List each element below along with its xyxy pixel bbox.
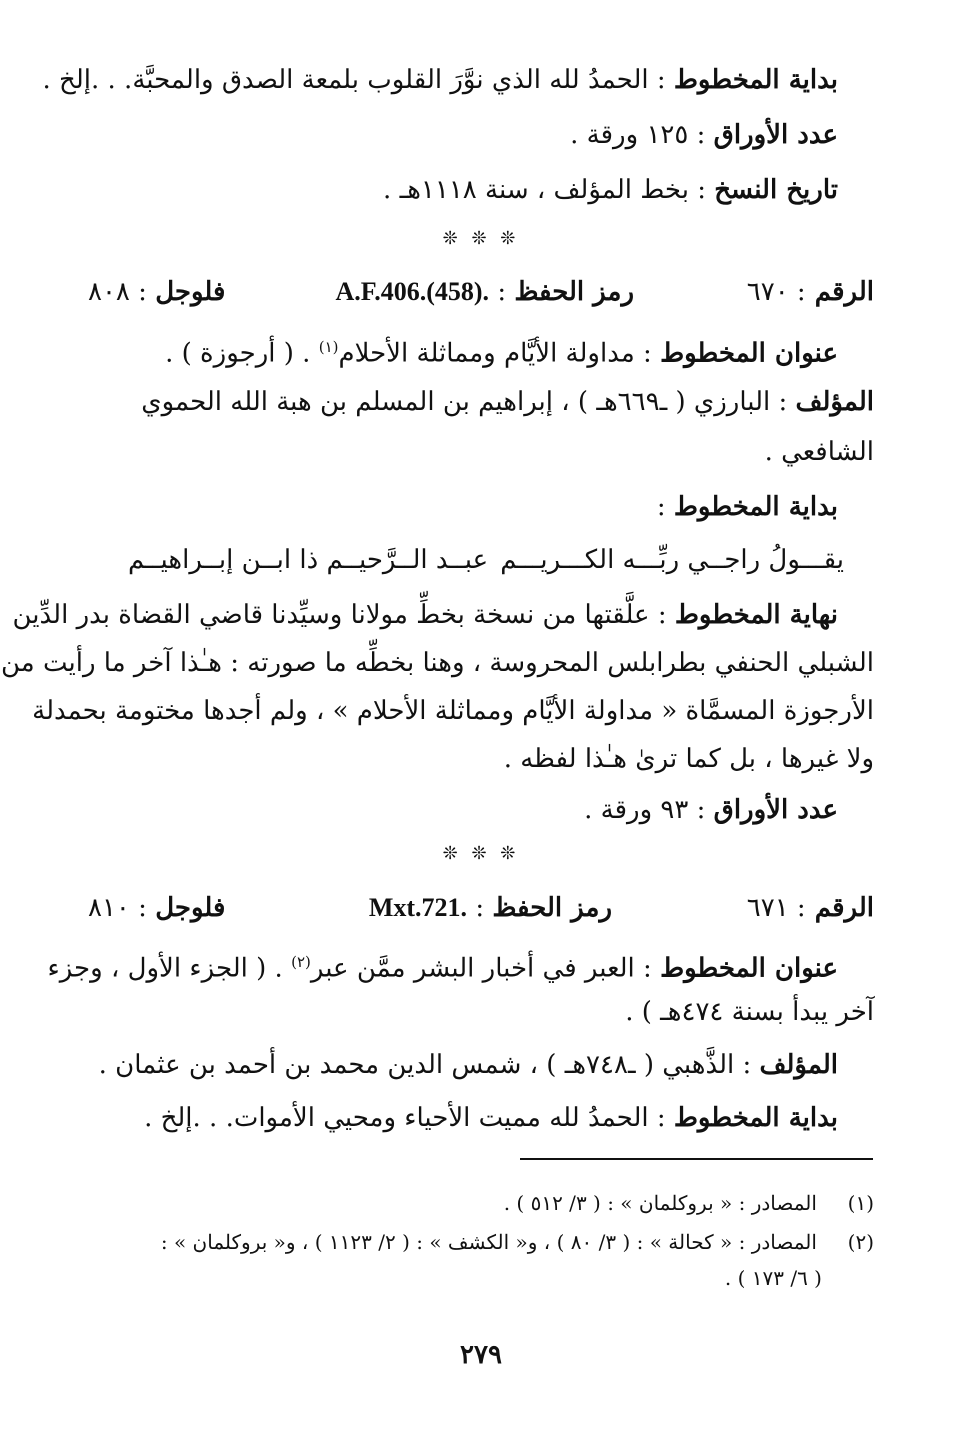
entry-671-start-label: بداية المخطوط	[673, 1103, 838, 1133]
entry-670-start-label: بداية المخطوط	[673, 492, 838, 522]
entry-671-title-text: : العبر في أخبار البشر ممَّن عبر	[310, 953, 652, 984]
separator-stars-2: ❊ ❊ ❊	[442, 843, 520, 864]
prev-leaves-label: عدد الأوراق	[713, 120, 838, 150]
entry-670-end-line4: ولا غيرها ، بل كما ترىٰ هـٰذا لفظه .	[503, 744, 874, 774]
entry-670-shelfmark: رمز الحفظ : A.F.406.(458).	[335, 277, 634, 307]
footnote-1	[504, 1186, 874, 1220]
entry-671-fluegel: فلوجل : ٨١٠	[88, 893, 226, 923]
entry-670-fluegel: فلوجل : ٨٠٨	[88, 277, 226, 307]
prev-date-label: تاريخ النسخ	[714, 175, 838, 205]
page-number: ٢٧٩	[460, 1340, 502, 1370]
footnote-2-number: (٢)	[847, 1230, 874, 1254]
entry-670-start-line: بداية المخطوط :	[656, 492, 838, 522]
entry-670-leaves-label: عدد الأوراق	[713, 795, 838, 825]
entry-670-end-line: نهاية المخطوط : علَّقتها من نسخة بخطِّ مولانا وسيِّدنا قاضي القضاة بدر الدِّين	[12, 600, 838, 630]
prev-start-line	[43, 60, 838, 100]
entry-670-author-text: : البارزي ( ـ٦٦٩هـ ) ، إبراهيم بن المسلم بن هبة الله الحموي	[141, 387, 788, 417]
entry-671-number: الرقم : ٦٧١	[746, 893, 874, 923]
entry-671-author-label: المؤلف	[759, 1050, 838, 1080]
entry-671-title-line2: آخر يبدأ بسنة ٤٧٤هـ ) .	[625, 997, 874, 1027]
entry-670-author-line2: الشافعي .	[764, 437, 874, 467]
prev-start-label: بداية المخطوط	[673, 65, 838, 95]
entry-670-title-label: عنوان المخطوط	[660, 338, 838, 369]
prev-start-text: : الحمدُ لله الذي نوَّرَ القلوب بلمعة الصدق والمحبَّة. . .إلخ .	[42, 65, 666, 95]
footnote-2	[161, 1225, 874, 1259]
verse-hemistich-right: يقـــولُ راجــي ربِّـــه الكـــريـــم	[500, 545, 844, 575]
footnote-1-number: (١)	[847, 1191, 874, 1215]
footnote-ref-2[interactable]: (٢)	[291, 953, 311, 971]
separator-stars-1: ❊ ❊ ❊	[442, 228, 520, 249]
entry-670-end-line2: الشبلي الحنفي بطرابلس المحروسة ، وهنا بخطِّه ما صورته : هـٰذا آخر ما رأيت من	[1, 648, 874, 678]
entry-670-leaves-line: عدد الأوراق : ٩٣ ورقة .	[584, 795, 838, 825]
entry-670-title-text: : مداولة الأيَّام ومماثلة الأحلام	[338, 338, 652, 369]
entry-671-author-line: المؤلف : الذَّهبي ( ـ٧٤٨هـ ) ، شمس الدين محمد بن أحمد بن عثمان .	[98, 1050, 838, 1080]
footnote-ref-1[interactable]: (١)	[318, 338, 339, 356]
prev-date-text: : بخط المؤلف ، سنة ١١١٨هـ .	[383, 175, 706, 205]
footnote-2-continued: ( ٦/ ١٧٣ ) .	[724, 1266, 822, 1290]
entry-671-title-label: عنوان المخطوط	[660, 953, 838, 984]
footnote-2-text: المصادر : « كحالة » : ( ٣/ ٨٠ ) ، و« الكشف » : ( ٢/ ١١٢٣ ) ، و« بروكلمان » :	[160, 1230, 817, 1254]
verse-hemistich-left: عبــد الــرَّحيــم ذا ابــن إبــراهيــم	[128, 545, 489, 575]
footnote-1-text: المصادر : « بروكلمان » : ( ٣/ ٥١٢ ) .	[503, 1191, 817, 1215]
entry-670-title-line: عنوان المخطوط : مداولة الأيَّام ومماثلة الأحلام$^{(١)}$ . ( أرجوزة ) .	[165, 338, 838, 369]
entry-670-end-label: نهاية المخطوط	[674, 600, 838, 630]
entry-670-end-line3: الأرجوزة المسمَّاة « مداولة الأيَّام ومماثلة الأحلام » ، ولم أجدها مختومة بحمدلة	[32, 696, 874, 726]
entry-670-number: الرقم : ٦٧٠	[746, 277, 874, 307]
entry-670-author-line	[141, 382, 874, 422]
entry-671-start-line: بداية المخطوط : الحمدُ لله مميت الأحياء ومحيي الأموات. . .إلخ .	[144, 1103, 838, 1133]
footnote-divider	[520, 1158, 873, 1160]
prev-date-line	[383, 170, 838, 210]
entry-671-shelfmark: رمز الحفظ : Mxt.721.	[368, 893, 612, 923]
prev-leaves-text: : ١٢٥ ورقة .	[570, 120, 706, 150]
entry-670-author-label: المؤلف	[795, 387, 874, 417]
prev-leaves-line	[570, 115, 838, 155]
entry-671-title-line: عنوان المخطوط : العبر في أخبار البشر ممَّن عبر$^{(٢)}$ . ( الجزء الأول ، وجزء	[47, 953, 838, 984]
